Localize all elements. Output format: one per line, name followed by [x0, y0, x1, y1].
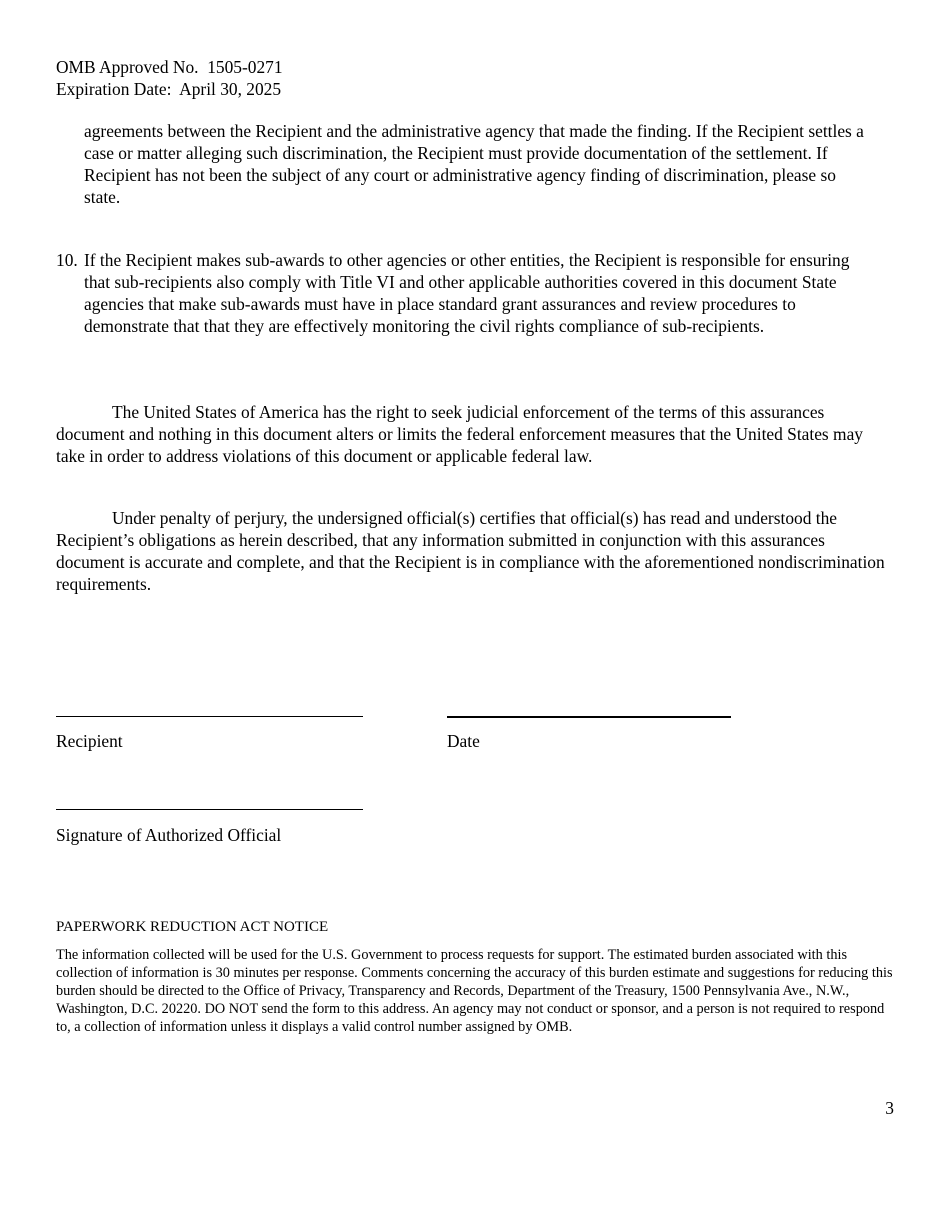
enforcement-paragraph: The United States of America has the right to seek judicial enforcement of the terms of this assurances document and nothing in this document alters or limits the federal enforcement measures that the United States may take in order to address violations of this document or applicable federal law.: [56, 402, 863, 466]
item-10-text: If the Recipient makes sub-awards to other agencies or other entities, the Recipient is responsible for ensuring that sub-recipients also comply with Title VI and other applicable authorities covered in this document State agencies that make sub-awards must have in place standard grant assurances and review procedures to demonstrate that that they are effectively monitoring the civil rights compliance of sub-recipients.: [84, 250, 850, 336]
official-signature-label: Signature of Authorized Official: [56, 825, 282, 845]
paperwork-notice-body: The information collected will be used for the U.S. Government to process requests for support. The estimated burden associated with this collection of information is 30 minutes per response. Comments concerning the accuracy of this burden estimate and suggestions for reducing this burden should be directed to the Office of Privacy, Transparency and Records, Department of the Treasury, 1500 Pennsylvania Ave., N.W., Washington, D.C. 20220. DO NOT send the form to this address. An agency may not conduct or sponsor, and a person is not required to respond to, a collection of information unless it displays a valid control number assigned by OMB.: [56, 947, 893, 1035]
item-10-number: 10.: [56, 250, 78, 270]
recipient-label: Recipient: [56, 731, 123, 751]
official-signature-line[interactable]: [56, 809, 363, 810]
omb-header: [56, 56, 283, 100]
paperwork-notice-title: PAPERWORK REDUCTION ACT NOTICE: [56, 919, 329, 935]
date-signature-line[interactable]: [447, 716, 731, 718]
item-10: [56, 249, 876, 337]
item-9-continuation: agreements between the Recipient and the administrative agency that made the finding. If the Recipient settles a case or matter alleging such discrimination, the Recipient must provide documentation of the settlement. If Recipient has not been the subject of any court or administrative agency finding of discrimination, please so state.: [84, 121, 864, 207]
recipient-signature-line[interactable]: [56, 716, 363, 717]
page-number: 3: [885, 1098, 894, 1118]
omb-approval-number: OMB Approved No. 1505-0271: [56, 57, 283, 77]
date-label: Date: [447, 731, 480, 751]
expiration-date: Expiration Date: April 30, 2025: [56, 79, 282, 99]
perjury-paragraph: Under penalty of perjury, the undersigned official(s) certifies that official(s) has read and understood the Recipient’s obligations as herein described, that any information submitted in conjunction with this assurances document is accurate and complete, and that the Recipient is in compliance with the aforementioned nondiscrimination requirements.: [56, 508, 885, 594]
